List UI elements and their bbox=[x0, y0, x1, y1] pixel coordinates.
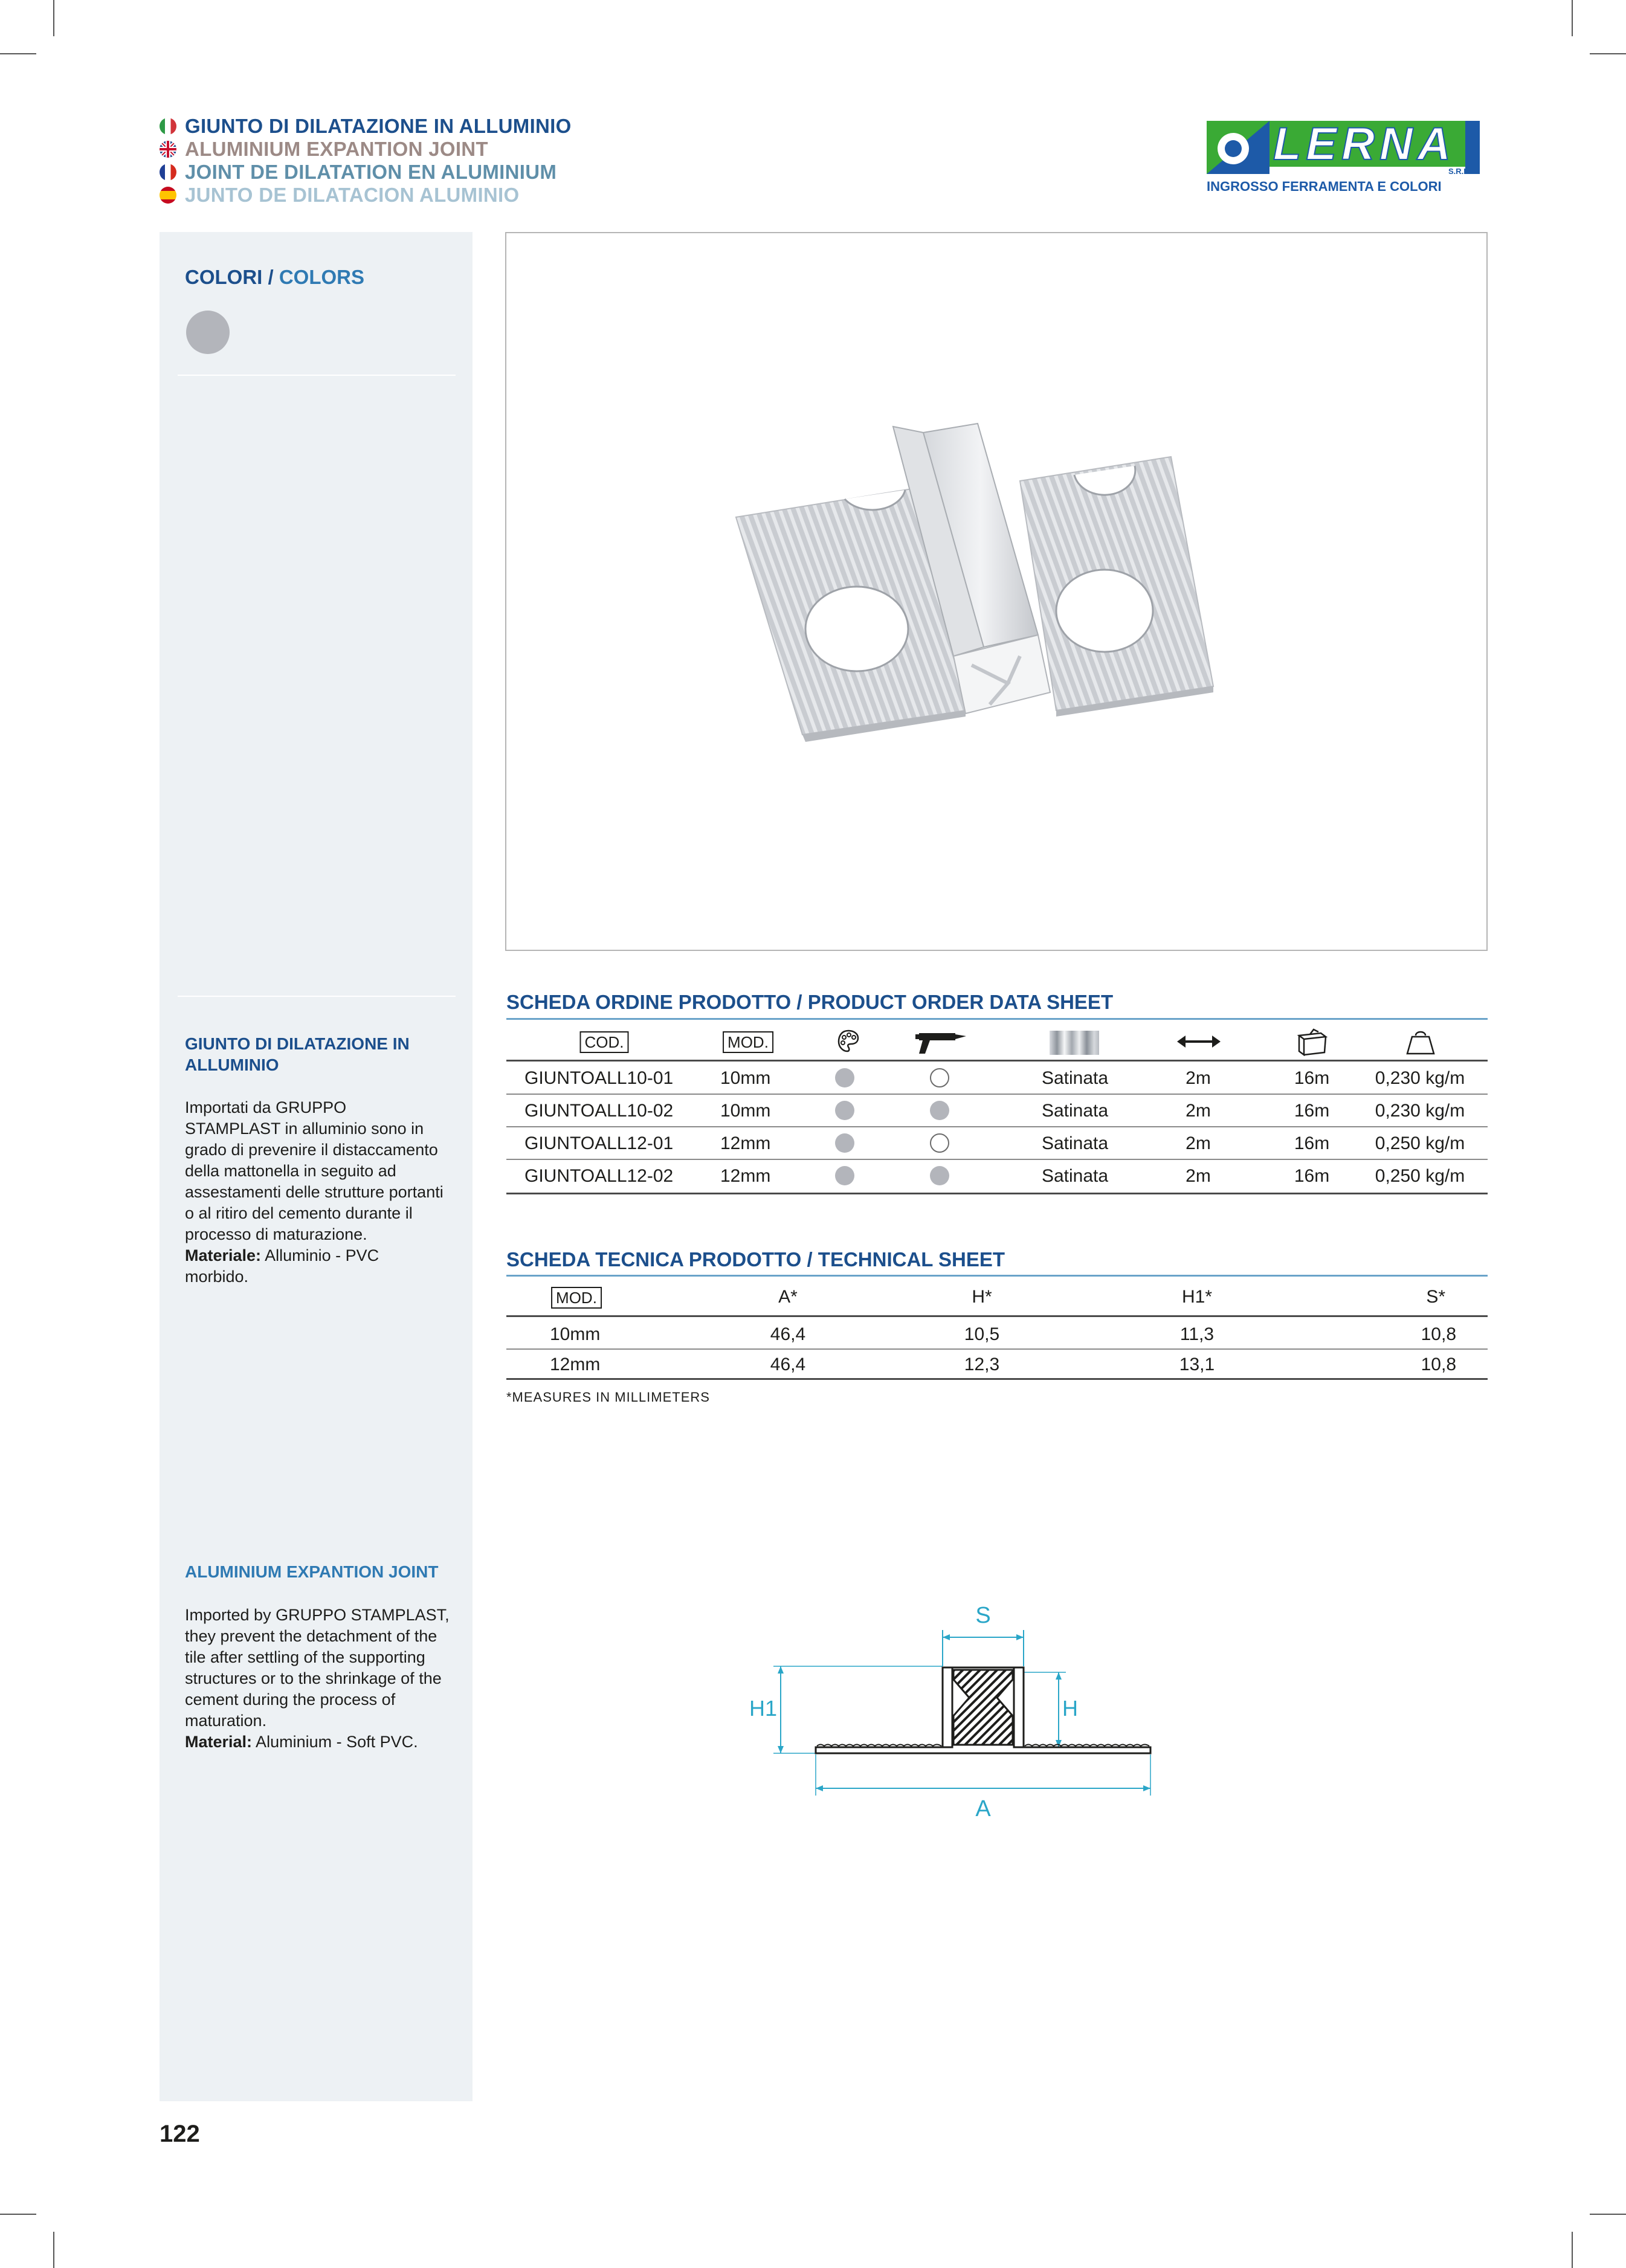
crop-mark bbox=[53, 0, 54, 36]
title-english: ALUMINIUM EXPANTION JOINT bbox=[160, 138, 488, 161]
tech-table-bottom-rule bbox=[506, 1378, 1488, 1380]
dimension-label-h1: H1 bbox=[749, 1696, 778, 1721]
order-sheet-title: SCHEDA ORDINE PRODOTTO / PRODUCT ORDER DATA SHEET bbox=[506, 991, 1114, 1013]
title-italian: GIUNTO DI DILATAZIONE IN ALLUMINIO bbox=[160, 115, 572, 138]
column-header-a: A* bbox=[778, 1287, 798, 1307]
crop-mark bbox=[1590, 53, 1626, 54]
title-french: JOINT DE DILATATION EN ALUMINIUM bbox=[160, 161, 557, 184]
row-divider bbox=[506, 1126, 1488, 1127]
italy-flag-icon bbox=[160, 118, 176, 135]
row-divider bbox=[506, 1159, 1488, 1160]
sidebar-divider bbox=[178, 996, 456, 997]
column-header-h1: H1* bbox=[1181, 1287, 1213, 1307]
crop-mark bbox=[0, 53, 36, 54]
dimension-label-a: A bbox=[975, 1796, 991, 1822]
column-header-code: COD. bbox=[580, 1031, 629, 1053]
spain-flag-icon bbox=[160, 187, 176, 204]
tech-header-rule bbox=[506, 1315, 1488, 1317]
sidebar bbox=[160, 232, 473, 2101]
crop-mark bbox=[1572, 0, 1573, 36]
cross-section-diagram bbox=[737, 1595, 1184, 1825]
en-description-text: Imported by GRUPPO STAMPLAST, they prevent the detachment of the tile after settling of the supporting structures or to the shrinkage of the cement during the process of maturation. Material: Aluminium - Soft PVC. bbox=[185, 1606, 450, 1751]
dimension-label-s: S bbox=[975, 1603, 991, 1628]
it-description-heading: GIUNTO DI DILATAZIONE IN ALLUMINIO bbox=[185, 1034, 410, 1074]
it-description-text: Importati da GRUPPO STAMPLAST in alluminio sono in grado di prevenire il distaccamento della mattonella in seguito ad assestamenti delle strutture portanti o al ritiro del cemento durante il processo di maturazione. Materiale: Alluminio - PVC morbido. bbox=[185, 1098, 444, 1286]
crop-mark bbox=[1590, 2214, 1626, 2215]
product-image bbox=[506, 233, 1486, 950]
color-availability-dot bbox=[835, 1133, 854, 1153]
box-icon bbox=[1295, 1027, 1329, 1056]
column-header-s: S* bbox=[1426, 1287, 1445, 1307]
page-number: 122 bbox=[160, 2121, 200, 2147]
brand-logo bbox=[1205, 118, 1481, 197]
uk-flag-icon bbox=[160, 141, 176, 158]
finish-swatch-icon bbox=[1050, 1031, 1099, 1055]
column-header-h: H* bbox=[972, 1287, 992, 1307]
tech-sheet-title: SCHEDA TECNICA PRODOTTO / TECHNICAL SHEET bbox=[506, 1248, 1005, 1271]
sealant-gun-icon bbox=[915, 1028, 967, 1055]
product-photo-frame bbox=[505, 232, 1488, 951]
gun-option-dot bbox=[930, 1101, 949, 1120]
order-table-bottom-rule bbox=[506, 1193, 1488, 1194]
crop-mark bbox=[0, 2214, 36, 2215]
sidebar-divider bbox=[178, 375, 456, 376]
column-header-model: MOD. bbox=[723, 1031, 773, 1053]
france-flag-icon bbox=[160, 164, 176, 181]
palette-icon bbox=[836, 1028, 860, 1055]
color-availability-dot bbox=[835, 1068, 854, 1087]
colors-heading: COLORI / COLORS bbox=[185, 266, 365, 288]
order-sheet-title-rule bbox=[506, 1018, 1488, 1020]
en-description-heading: ALUMINIUM EXPANTION JOINT bbox=[185, 1562, 439, 1581]
crop-mark bbox=[1572, 2232, 1573, 2268]
logo-suffix: S.R.L. bbox=[1448, 167, 1471, 176]
tech-sheet-title-rule bbox=[506, 1275, 1488, 1277]
order-header-rule bbox=[506, 1060, 1488, 1062]
weight-icon bbox=[1405, 1027, 1436, 1056]
length-arrow-icon bbox=[1177, 1032, 1221, 1051]
gun-option-dot bbox=[930, 1068, 949, 1087]
row-divider bbox=[506, 1348, 1488, 1350]
row-divider bbox=[506, 1094, 1488, 1095]
color-swatch-aluminium bbox=[186, 311, 230, 354]
column-header-model: MOD. bbox=[551, 1287, 602, 1309]
crop-mark bbox=[53, 2232, 54, 2268]
color-availability-dot bbox=[835, 1101, 854, 1120]
title-spanish: JUNTO DE DILATACION ALUMINIO bbox=[160, 184, 520, 207]
color-availability-dot bbox=[835, 1166, 854, 1185]
logo-brand-text: LERNA bbox=[1273, 118, 1456, 170]
measures-note: *MEASURES IN MILLIMETERS bbox=[506, 1390, 710, 1405]
dimension-label-h: H bbox=[1062, 1696, 1078, 1721]
gun-option-dot bbox=[930, 1133, 949, 1153]
logo-tagline: INGROSSO FERRAMENTA E COLORI bbox=[1207, 179, 1442, 194]
gun-option-dot bbox=[930, 1166, 949, 1185]
